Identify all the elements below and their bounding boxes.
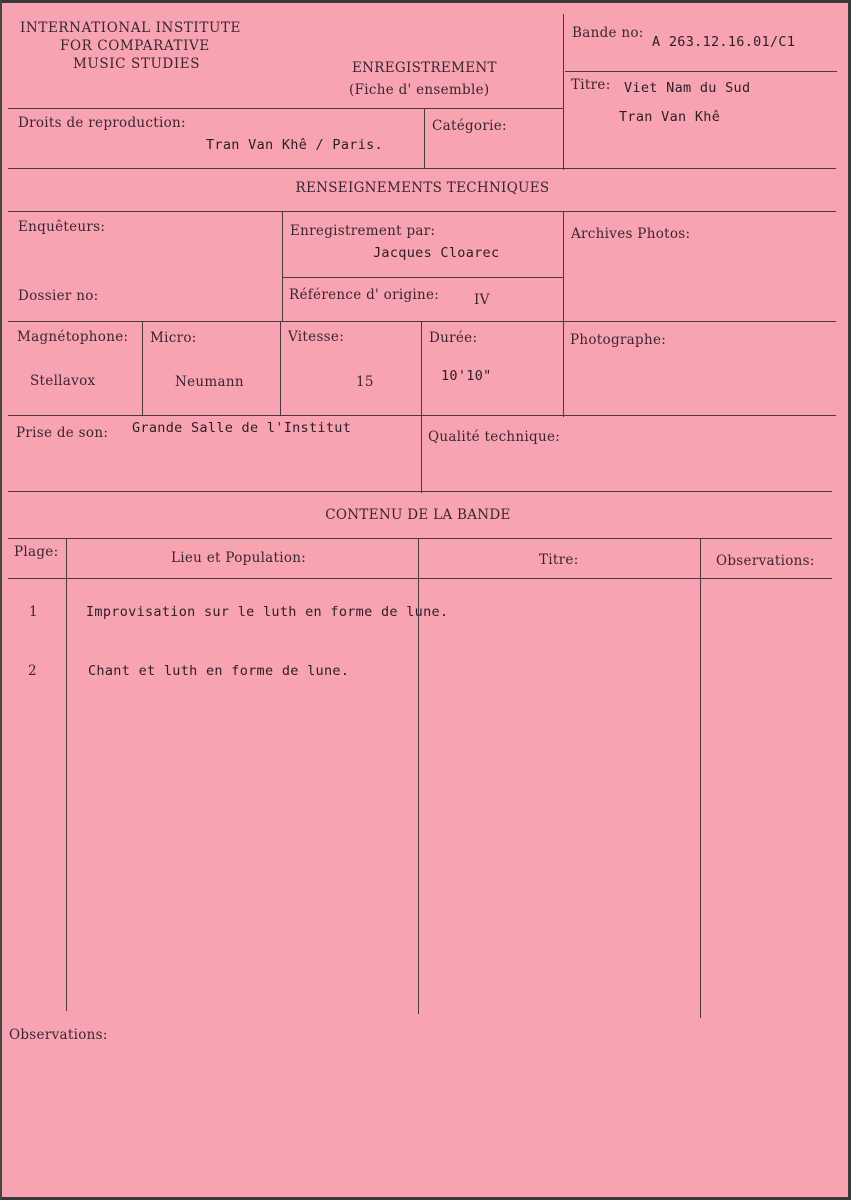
prise-de-son-label: Prise de son:: [16, 425, 109, 441]
divider-droits-top: [8, 108, 564, 109]
archives-photos-label: Archives Photos:: [571, 226, 691, 242]
institute-line-1: INTERNATIONAL INSTITUTE: [20, 20, 241, 36]
section-technical-title: RENSEIGNEMENTS TECHNIQUES: [295, 180, 550, 196]
prise-de-son-value: Grande Salle de l'Institut: [132, 420, 352, 436]
divider-equipment-top: [8, 321, 836, 322]
header-observations: Observations:: [716, 553, 815, 569]
vitesse-label: Vitesse:: [288, 329, 345, 345]
magnetophone-label: Magnétophone:: [17, 329, 129, 345]
divider-reference-top: [282, 277, 564, 278]
dossier-label: Dossier no:: [18, 288, 99, 304]
bande-label: Bande no:: [572, 25, 644, 41]
enregistrement-label: Enregistrement par:: [290, 223, 436, 239]
enregistrement-value: Jacques Cloarec: [373, 245, 500, 261]
header-plage: Plage:: [14, 544, 59, 560]
institute-line-2: FOR COMPARATIVE: [60, 38, 210, 54]
titre-label: Titre:: [571, 77, 611, 93]
magnetophone-value: Stellavox: [30, 373, 96, 389]
divider-prise-top: [8, 415, 836, 416]
form-subtitle: (Fiche d' ensemble): [349, 82, 490, 98]
divider-categorie: [424, 108, 425, 168]
divider-tech-top: [8, 211, 836, 212]
header-titre: Titre:: [539, 552, 579, 568]
divider-tech-bottom: [8, 491, 832, 492]
divider-bande: [565, 71, 837, 72]
enqueteurs-label: Enquêteurs:: [18, 219, 106, 235]
droits-value: Tran Van Khê / Paris.: [206, 137, 383, 153]
section-contents-title: CONTENU DE LA BANDE: [325, 507, 511, 523]
table-top-line: [8, 538, 832, 539]
divider-duree: [421, 321, 422, 493]
table-col-divider-1: [66, 538, 67, 1011]
scan-edge-top: [0, 0, 851, 3]
divider-header-bottom: [8, 168, 836, 169]
divider-header-right: [563, 14, 564, 170]
duree-label: Durée:: [429, 330, 478, 346]
divider-micro: [142, 321, 143, 415]
row-1-lieu: Improvisation sur le luth en forme de lune.: [86, 604, 449, 620]
table-col-divider-3: [700, 538, 701, 1018]
micro-value: Neumann: [175, 374, 244, 390]
duree-value: 10'10": [441, 368, 492, 384]
reference-label: Référence d' origine:: [289, 287, 440, 303]
photographe-label: Photographe:: [570, 332, 667, 348]
divider-archives: [563, 211, 564, 417]
reference-value: IV: [474, 292, 490, 308]
institute-line-3: MUSIC STUDIES: [73, 56, 201, 72]
header-lieu: Lieu et Population:: [171, 550, 307, 566]
titre-value: Viet Nam du Sud: [624, 80, 751, 96]
form-title: ENREGISTREMENT: [352, 60, 497, 76]
divider-enqueteurs: [282, 211, 283, 321]
bande-value: A 263.12.16.01/C1: [652, 34, 796, 50]
droits-label: Droits de reproduction:: [18, 115, 186, 131]
row-2-plage: 2: [28, 663, 37, 679]
observations-footer-label: Observations:: [9, 1027, 108, 1043]
row-1-plage: 1: [29, 604, 38, 620]
micro-label: Micro:: [150, 330, 197, 346]
categorie-label: Catégorie:: [432, 118, 507, 134]
titre-author: Tran Van Khê: [619, 109, 721, 125]
row-2-lieu: Chant et luth en forme de lune.: [88, 663, 350, 679]
table-header-line: [8, 578, 832, 579]
divider-vitesse: [280, 321, 281, 415]
qualite-label: Qualité technique:: [428, 429, 561, 445]
vitesse-value: 15: [356, 374, 374, 390]
